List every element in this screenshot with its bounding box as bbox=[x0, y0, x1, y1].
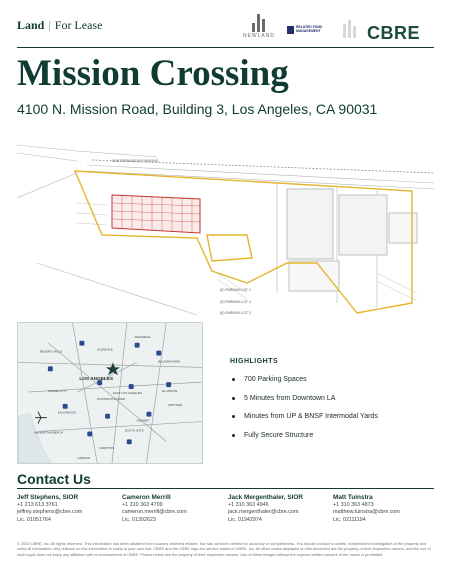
newland-logo bbox=[240, 14, 278, 42]
doc-type-label: Land bbox=[17, 18, 45, 32]
contact-phone[interactable]: +1 213 613 3761 bbox=[17, 502, 58, 508]
contact-name: Jeff Stephens, SIOR bbox=[17, 494, 79, 501]
map-label: GLENDALE bbox=[97, 347, 113, 352]
map-label: CULVER CITY bbox=[47, 389, 68, 394]
contact-name: Cameron Merrill bbox=[122, 494, 171, 501]
cbre-logo: CBRE bbox=[367, 23, 421, 43]
newland-logo-text: NEWLAND bbox=[242, 33, 275, 39]
highlights-list bbox=[230, 376, 430, 450]
map-label-los-angeles: LOS ANGELES bbox=[79, 377, 114, 383]
contact-phone[interactable]: +1 310 363 4799 bbox=[122, 502, 163, 508]
map-label: CARSON bbox=[77, 456, 91, 461]
contact-card bbox=[17, 494, 127, 524]
bullet-icon bbox=[232, 397, 235, 400]
contact-card bbox=[228, 494, 338, 524]
contact-license: Lic. 02111194 bbox=[333, 516, 366, 523]
contact-license: Lic. 01392623 bbox=[122, 516, 156, 523]
subterranean-parking-label: SUBTERRANEAN PARKING bbox=[112, 159, 159, 163]
contact-phone[interactable]: +1 310 363 4946 bbox=[228, 502, 269, 508]
document-type bbox=[17, 18, 102, 33]
parking-lot-2-label: (E) PARKING LOT 2 bbox=[220, 288, 251, 292]
map-label: BEVERLY HILLS bbox=[40, 349, 63, 354]
bullet-icon bbox=[232, 415, 235, 418]
doc-status-label: For Lease bbox=[54, 18, 103, 32]
building-footprint bbox=[389, 213, 417, 243]
bullet-icon bbox=[232, 378, 235, 381]
map-label: HUNTINGTON PARK bbox=[97, 396, 126, 401]
highlight-item bbox=[230, 395, 430, 414]
building-footprint bbox=[289, 261, 339, 291]
map-label: EAST LOS ANGELES bbox=[112, 390, 142, 395]
contact-license: Lic. 01942974 bbox=[228, 516, 262, 523]
contact-email[interactable]: jack.mergenthaler@cbre.com bbox=[228, 509, 299, 516]
bullet-icon bbox=[232, 434, 235, 437]
highlights-heading: HIGHLIGHTS bbox=[230, 358, 279, 365]
map-label: PASADENA bbox=[134, 334, 151, 339]
property-address: 4100 N. Mission Road, Building 3, Los Angeles, CA 90031 bbox=[17, 101, 378, 117]
contact-license: Lic. 01051764 bbox=[17, 516, 51, 523]
property-title: Mission Crossing bbox=[17, 53, 289, 94]
doc-type-divider: | bbox=[48, 18, 51, 32]
highlight-item bbox=[230, 376, 430, 395]
highlight-text: 700 Parking Spaces bbox=[244, 376, 307, 383]
map-label: EL MONTE bbox=[162, 389, 178, 394]
newland-logo-mark-icon bbox=[252, 14, 266, 32]
map-label: INGLEWOOD bbox=[57, 410, 77, 415]
map-label: DOWNEY bbox=[136, 418, 150, 423]
related-logo bbox=[287, 26, 329, 40]
parking-structure bbox=[112, 195, 200, 233]
contact-divider bbox=[17, 488, 434, 489]
site-plan bbox=[17, 143, 434, 315]
partner-logo-icon bbox=[338, 18, 362, 42]
related-logo-text: RELATED FUND MANAGEMENT bbox=[296, 25, 323, 33]
parking-lot-4-label: (E) PARKING LOT 4 bbox=[220, 300, 251, 304]
header bbox=[0, 0, 451, 46]
map-label: COMPTON bbox=[99, 446, 115, 451]
map-label: BALDWIN PARK bbox=[158, 359, 181, 364]
related-logo-mark-icon bbox=[287, 26, 294, 34]
legal-disclaimer: © 2025 CBRE, Inc. All rights reserved. This information has been obtained from sources believed reliable, but has not been verified for accuracy or completeness. You should conduct a careful, independent investigation of the property and verify all information. Any reliance on this information is solely at your own risk. CBRE and the CBRE logo are service marks of CBRE, Inc. All other marks displayed on this document are the property of their respective owners, and the use of such logos does not imply any affiliation with or endorsement of CBRE. Photos herein are the property of their respective owners. Use of these images without the express written consent of the owner is prohibited. bbox=[17, 541, 431, 557]
contact-phone[interactable]: +1 310 363 4873 bbox=[333, 502, 374, 508]
contact-card bbox=[122, 494, 232, 524]
building-footprint bbox=[339, 195, 387, 255]
contact-email[interactable]: cameron.merrill@cbre.com bbox=[122, 509, 187, 516]
highlight-text: Minutes from UP & BNSF Intermodal Yards bbox=[244, 413, 378, 420]
highlight-item bbox=[230, 413, 430, 432]
map-label: WHITTIER bbox=[168, 402, 183, 407]
contact-email[interactable]: jeffrey.stephens@cbre.com bbox=[17, 509, 83, 516]
highlight-item bbox=[230, 432, 430, 451]
contact-heading: Contact Us bbox=[17, 471, 91, 487]
contact-name: Jack Mergenthaler, SIOR bbox=[228, 494, 303, 501]
contact-email[interactable]: matthew.tuinstra@cbre.com bbox=[333, 509, 400, 516]
map-label: MANHATTAN BEACH bbox=[34, 430, 63, 435]
building-footprint bbox=[287, 189, 333, 259]
location-map bbox=[17, 322, 203, 464]
contact-name: Matt Tuinstra bbox=[333, 494, 373, 501]
contact-card bbox=[333, 494, 443, 524]
highlight-text: Fully Secure Structure bbox=[244, 431, 314, 439]
highlight-text: 5 Minutes from Downtown LA bbox=[244, 394, 336, 402]
header-divider bbox=[17, 47, 434, 48]
parking-lot-3-label: (E) PARKING LOT 3 bbox=[220, 311, 251, 315]
map-label: SOUTH GATE bbox=[124, 428, 144, 433]
